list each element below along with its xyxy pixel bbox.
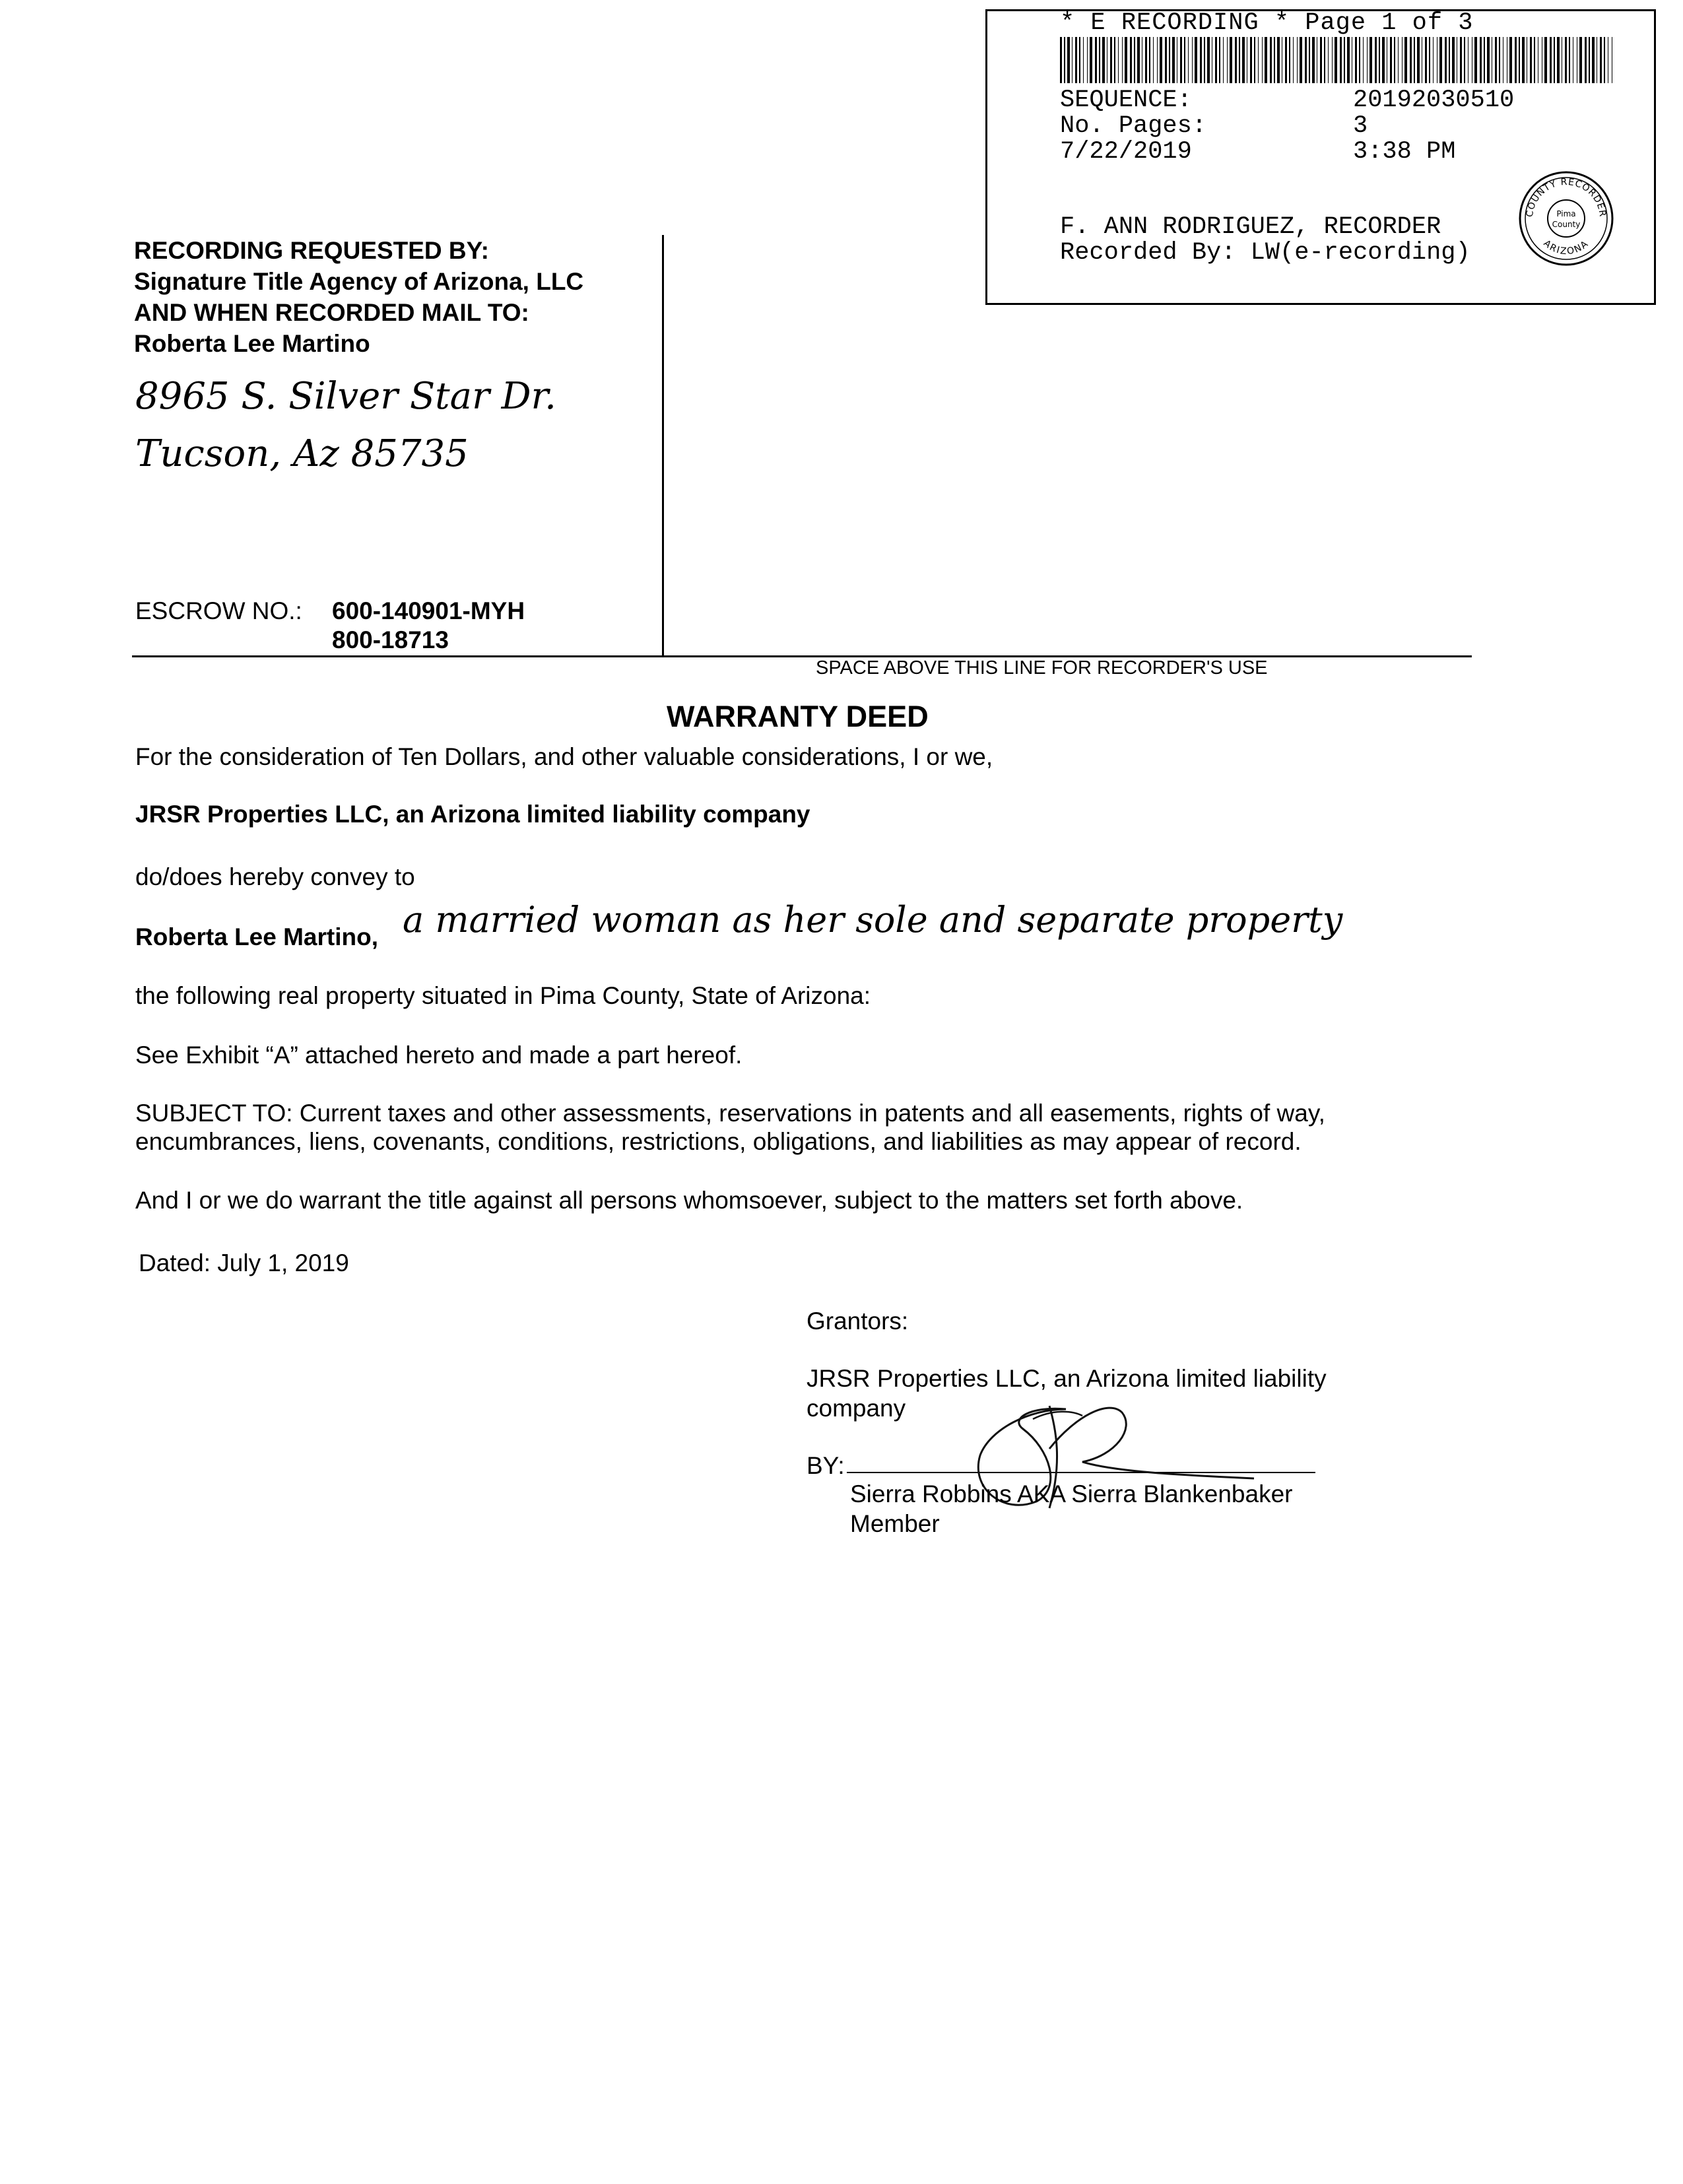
barcode-bar [1379,37,1380,83]
seal-center-line2: County [1552,220,1581,229]
barcode-bar [1460,37,1462,83]
recorder-space-label: SPACE ABOVE THIS LINE FOR RECORDER'S USE [816,657,1268,678]
barcode-bar [1184,37,1185,83]
barcode-bar [1180,37,1182,83]
barcode-bar [1165,37,1167,83]
barcode-bar [1534,37,1535,83]
barcode-bar [1223,37,1224,83]
recorder-space-divider [132,655,1472,657]
subject-to-line1: SUBJECT TO: Current taxes and other assessments, reservations in patents and all easements, rights of way, [135,1100,1325,1127]
barcode-bar [1169,37,1170,83]
grantor-company-line1: JRSR Properties LLC, an Arizona limited liability [807,1365,1327,1392]
barcode-bar [1335,37,1337,83]
barcode-bar [1375,37,1377,83]
escrow-label: ESCROW NO.: [135,597,302,624]
barcode-bar [1398,37,1399,83]
barcode-bar [1550,37,1552,83]
barcode-bar [1600,37,1602,83]
barcode-bar [1425,37,1427,83]
grantee-vesting-handwritten: a married woman as her sole and separate property [403,899,1343,941]
barcode-bar [1172,37,1175,83]
barcode-bar [1230,37,1232,83]
barcode-bar [1530,37,1532,83]
barcode-bar [1328,37,1329,83]
barcode-bar [1363,37,1364,83]
vertical-divider [662,235,664,657]
barcode-bar [1445,37,1447,83]
barcode-bar [1137,37,1140,83]
sequence-value: 20192030510 [1353,86,1515,114]
requested-by-value: Signature Title Agency of Arizona, LLC [134,268,584,295]
barcode-bar [1130,37,1132,83]
barcode-bar [1300,37,1302,83]
barcode-bar [1320,37,1322,83]
barcode-bar [1235,37,1237,83]
barcode-bar [1102,37,1105,83]
barcode-bar [1200,37,1202,83]
barcode-bar [1075,37,1077,83]
barcode-bar [1509,37,1512,83]
barcode-bar [1125,37,1127,83]
barcode-bar [1192,37,1193,83]
grantee-name: Roberta Lee Martino, [135,923,378,950]
barcode-bar [1565,37,1567,83]
barcode-bar [1589,37,1590,83]
warranty-clause: And I or we do warrant the title against all persons whomsoever, subject to the matters set forth above. [135,1187,1243,1214]
barcode-bar [1227,37,1228,83]
barcode-bar [1242,37,1245,83]
barcode-bar [1204,37,1205,83]
barcode-bar [1452,37,1455,83]
barcode-bar [1344,37,1345,83]
barcode-bar [1087,37,1088,83]
barcode-bar [1195,37,1197,83]
barcode-bar [1585,37,1587,83]
barcode-bar [1239,37,1240,83]
stamp-title: * E RECORDING * Page 1 of 3 [1060,9,1474,37]
barcode-bar [1522,37,1525,83]
mail-to-name: Roberta Lee Martino [134,330,370,357]
barcode-bar [1153,37,1154,83]
barcode-bar [1390,37,1392,83]
barcode-bar [1095,37,1097,83]
barcode-bar [1262,37,1263,83]
mail-to-label: AND WHEN RECORDED MAIL TO: [134,299,529,326]
handwritten-address-line2: Tucson, Az 85735 [135,432,469,475]
pages-label: No. Pages: [1060,112,1207,140]
barcode-bar [1090,37,1092,83]
barcode-bar [1474,37,1477,83]
barcode-bar [1297,37,1298,83]
barcode-bar [1433,37,1434,83]
barcode-bar [1270,37,1272,83]
seal-center-line1: Pima [1556,209,1576,218]
barcode-bar [1579,37,1582,83]
county-seal-icon [1518,170,1614,267]
barcode-bar [1332,37,1333,83]
barcode-bar [1219,37,1220,83]
barcode-bar [1293,37,1294,83]
barcode-bar [1110,37,1112,83]
barcode-bar [1464,37,1465,83]
by-label: BY: [807,1452,845,1479]
property-location-text: the following real property situated in Pima County, State of Arizona: [135,982,871,1009]
barcode-bar [1544,37,1547,83]
barcode-bar [1312,37,1315,83]
barcode-bar [1157,37,1158,83]
barcode-bar [1079,37,1080,83]
barcode-bar [1258,37,1259,83]
requested-by-label: RECORDING REQUESTED BY: [134,237,489,264]
dated-line: Dated: July 1, 2019 [139,1249,349,1276]
barcode-bar [1347,37,1350,83]
convey-text: do/does hereby convey to [135,863,415,890]
barcode-bar [1277,37,1280,83]
pages-value: 3 [1353,112,1368,140]
barcode-bar [1060,37,1062,83]
recording-date: 7/22/2019 [1060,138,1192,166]
barcode-bar [1274,37,1275,83]
barcode-bar [1404,37,1407,83]
barcode-bar [1410,37,1412,83]
barcode-bar [1487,37,1490,83]
grantor-company-line2: company [807,1395,906,1422]
handwritten-address-line1: 8965 S. Silver Star Dr. [135,375,556,418]
barcode-bar [1099,37,1100,83]
barcode-bar [1484,37,1485,83]
barcode-bar [1394,37,1395,83]
barcode-bar [1604,37,1605,83]
barcode-bar [1480,37,1482,83]
signer-title: Member [850,1510,940,1537]
barcode-bar [1122,37,1123,83]
escrow-number-1: 600-140901-MYH [332,597,525,624]
grantor-name: JRSR Properties LLC, an Arizona limited liability company [135,801,810,828]
barcode-bar [1449,37,1450,83]
barcode-bar [1083,37,1084,83]
barcode-bar [1149,37,1150,83]
barcode-bar [1495,37,1497,83]
barcode-bar [1414,37,1415,83]
barcode-bar [1355,37,1357,83]
barcode-bar [1265,37,1267,83]
barcode-bar [1439,37,1442,83]
barcode-icon [1060,37,1613,83]
recording-time: 3:38 PM [1353,138,1456,166]
consideration-text: For the consideration of Ten Dollars, and other valuable considerations, I or we, [135,743,993,770]
subject-to-line2: encumbrances, liens, covenants, conditions, restrictions, obligations, and liabilities as may appear of record. [135,1128,1302,1155]
barcode-bar [1382,37,1385,83]
seal-top-text: COUNTY RECORDER [1524,176,1608,218]
barcode-bar [1250,37,1252,83]
barcode-bar [1417,37,1420,83]
grantors-label: Grantors: [807,1307,909,1335]
barcode-bar [1207,37,1210,83]
deed-title: WARRANTY DEED [667,700,929,733]
barcode-bar [1554,37,1555,83]
barcode-bar [1309,37,1310,83]
barcode-bar [1340,37,1342,83]
exhibit-reference: See Exhibit “A” attached hereto and made a part hereof. [135,1042,742,1069]
barcode-bar [1064,37,1065,83]
seal-bottom-text: ARIZONA [1541,238,1591,257]
barcode-bar [1067,37,1070,83]
recorded-by: Recorded By: LW(e-recording) [1060,239,1470,267]
escrow-number-2: 800-18713 [332,626,449,653]
barcode-bar [1367,37,1368,83]
barcode-bar [1145,37,1147,83]
barcode-bar [1359,37,1360,83]
barcode-bar [1188,37,1189,83]
barcode-bar [1134,37,1135,83]
recorder-name: F. ANN RODRIGUEZ, RECORDER [1060,213,1441,241]
barcode-bar [1285,37,1287,83]
barcode-bar [1118,37,1119,83]
barcode-bar [1429,37,1430,83]
barcode-bar [1289,37,1290,83]
barcode-bar [1114,37,1115,83]
barcode-bar [1499,37,1500,83]
barcode-bar [1515,37,1517,83]
barcode-bar [1160,37,1162,83]
sequence-label: SEQUENCE: [1060,86,1192,114]
barcode-bar [1519,37,1520,83]
barcode-bar [1215,37,1217,83]
barcode-bar [1324,37,1325,83]
barcode-bar [1557,37,1560,83]
barcode-bar [1305,37,1307,83]
signer-name: Sierra Robbins AKA Sierra Blankenbaker [850,1480,1293,1507]
barcode-bar [1569,37,1570,83]
barcode-bar [1254,37,1255,83]
barcode-bar [1370,37,1372,83]
barcode-bar [1592,37,1595,83]
